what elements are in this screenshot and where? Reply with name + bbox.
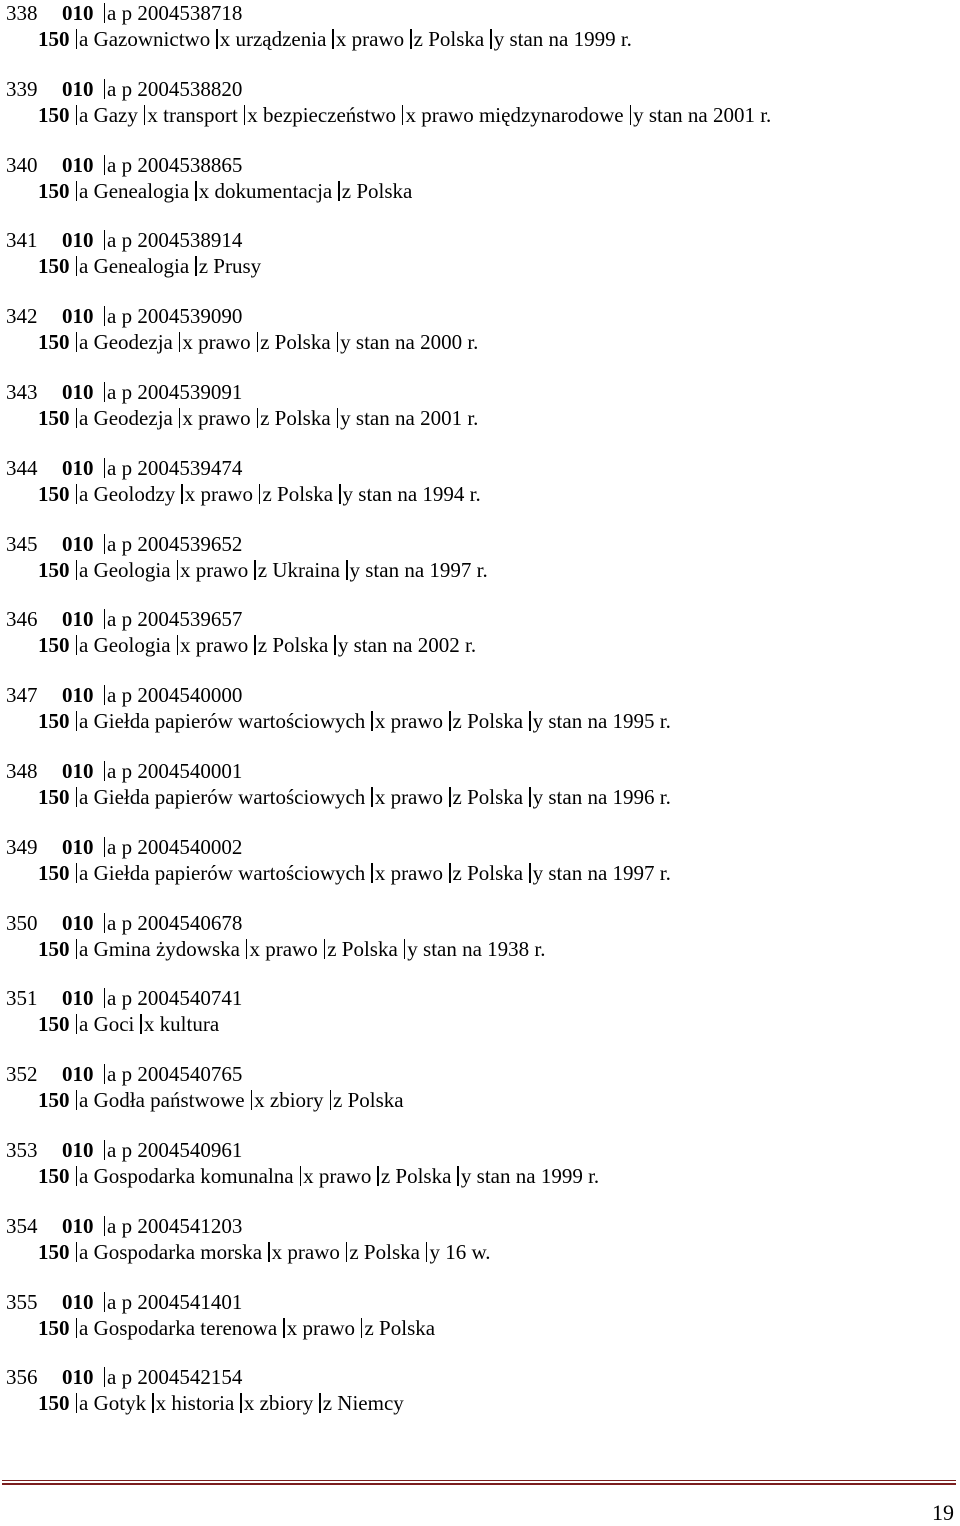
- subfield: a Goci: [74, 1012, 135, 1036]
- record-id-line: [6, 1364, 946, 1390]
- subfield: x prawo: [294, 1164, 372, 1188]
- subfield: x prawo: [240, 937, 318, 961]
- subfield: x zbiory: [234, 1391, 313, 1415]
- field-tag-150: 150: [38, 481, 70, 506]
- subfield: a Giełda papierów wartościowych: [74, 861, 366, 885]
- record-subject-line: [6, 557, 946, 583]
- record-id-line: [6, 758, 946, 784]
- record-id-line: [6, 1289, 946, 1315]
- record-id-line: [6, 1061, 946, 1087]
- subfield: x prawo: [365, 785, 443, 809]
- record-entry: [6, 1289, 946, 1365]
- subfield: z Polska: [318, 937, 398, 961]
- subfield: a Geodezja: [74, 330, 173, 354]
- field-tag-150: 150: [38, 1088, 70, 1113]
- subfield: a Gazownictwo: [74, 27, 211, 51]
- record-subject-line: [6, 1011, 946, 1037]
- record-identifier: a p 2004540002: [98, 835, 243, 859]
- record-identifier: a p 2004540741: [98, 986, 243, 1010]
- subfield: z Ukraina: [248, 558, 340, 582]
- subfield: y stan na 2000 r.: [331, 330, 479, 354]
- field-tag-010: 010: [62, 228, 94, 253]
- record-subject-line: [6, 102, 946, 128]
- subfield: z Polska: [443, 785, 523, 809]
- record-number: 349: [6, 834, 38, 859]
- record-number: 346: [6, 607, 38, 632]
- record-identifier: a p 2004540000: [98, 683, 243, 707]
- record-id-line: [6, 152, 946, 178]
- subfield: z Polska: [404, 27, 484, 51]
- subfield: a Giełda papierów wartościowych: [74, 709, 366, 733]
- subfield: z Polska: [443, 709, 523, 733]
- subfield: x prawo: [171, 558, 249, 582]
- subfield: y stan na 1997 r.: [340, 558, 488, 582]
- record-identifier: a p 2004540678: [98, 911, 243, 935]
- record-number: 339: [6, 76, 38, 101]
- subfield: x kultura: [134, 1012, 219, 1036]
- subfield: a Genealogia: [74, 254, 190, 278]
- record-entry: [6, 834, 946, 910]
- subfield: x prawo: [173, 406, 251, 430]
- field-tag-010: 010: [62, 1365, 94, 1390]
- field-tag-010: 010: [62, 152, 94, 177]
- record-number: 345: [6, 531, 38, 556]
- field-tag-010: 010: [62, 76, 94, 101]
- field-tag-150: 150: [38, 709, 70, 734]
- record-number: 343: [6, 379, 38, 404]
- page-number: 19: [932, 1500, 954, 1525]
- subfield: x prawo: [171, 633, 249, 657]
- record-number: 355: [6, 1289, 38, 1314]
- record-entry: [6, 985, 946, 1061]
- subfield: a Geolodzy: [74, 482, 176, 506]
- record-id-line: [6, 379, 946, 405]
- field-tag-150: 150: [38, 557, 70, 582]
- field-tag-150: 150: [38, 860, 70, 885]
- record-identifier: a p 2004539090: [98, 304, 243, 328]
- subfield: z Polska: [248, 633, 328, 657]
- record-number: 344: [6, 455, 38, 480]
- record-identifier: a p 2004538820: [98, 77, 243, 101]
- record-subject-line: [6, 405, 946, 431]
- subfield: a Gazy: [74, 103, 138, 127]
- record-number: 353: [6, 1137, 38, 1162]
- subfield: x prawo: [262, 1240, 340, 1264]
- field-tag-010: 010: [62, 1062, 94, 1087]
- record-subject-line: [6, 178, 946, 204]
- subfield: y stan na 1994 r.: [333, 482, 481, 506]
- record-id-line: [6, 910, 946, 936]
- subfield: x prawo: [173, 330, 251, 354]
- subfield: x prawo: [365, 861, 443, 885]
- record-list: [6, 0, 946, 1440]
- subfield: z Prusy: [189, 254, 261, 278]
- record-identifier: a p 2004538718: [98, 1, 243, 25]
- subfield: z Polska: [251, 406, 331, 430]
- record-identifier: a p 2004540961: [98, 1138, 243, 1162]
- record-id-line: [6, 76, 946, 102]
- record-number: 348: [6, 758, 38, 783]
- record-identifier: a p 2004541401: [98, 1290, 243, 1314]
- subfield: y stan na 1999 r.: [484, 27, 632, 51]
- field-tag-010: 010: [62, 834, 94, 859]
- subfield: y stan na 1999 r.: [451, 1164, 599, 1188]
- subfield: x prawo: [365, 709, 443, 733]
- subfield: z Polska: [251, 330, 331, 354]
- field-tag-010: 010: [62, 986, 94, 1011]
- subfield: z Niemcy: [313, 1391, 404, 1415]
- record-id-line: [6, 455, 946, 481]
- record-subject-line: [6, 329, 946, 355]
- record-entry: [6, 1364, 946, 1440]
- record-subject-line: [6, 26, 946, 52]
- subfield: a Gotyk: [74, 1391, 147, 1415]
- subfield: y stan na 1997 r.: [523, 861, 671, 885]
- subfield: x transport: [138, 103, 238, 127]
- record-number: 347: [6, 683, 38, 708]
- field-tag-010: 010: [62, 607, 94, 632]
- subfield: y stan na 1995 r.: [523, 709, 671, 733]
- record-subject-line: [6, 860, 946, 886]
- record-identifier: a p 2004542154: [98, 1365, 243, 1389]
- record-entry: [6, 531, 946, 607]
- subfield: a Gmina żydowska: [74, 937, 240, 961]
- subfield: x urządzenia: [210, 27, 326, 51]
- subfield: a Geologia: [74, 633, 171, 657]
- field-tag-010: 010: [62, 1289, 94, 1314]
- field-tag-150: 150: [38, 784, 70, 809]
- record-identifier: a p 2004538914: [98, 228, 243, 252]
- subfield: x dokumentacja: [189, 179, 332, 203]
- record-id-line: [6, 682, 946, 708]
- record-identifier: a p 2004538865: [98, 153, 243, 177]
- subfield: y stan na 2001 r.: [331, 406, 479, 430]
- subfield: z Polska: [253, 482, 333, 506]
- subfield: a Gospodarka terenowa: [74, 1316, 278, 1340]
- record-id-line: [6, 0, 946, 26]
- subfield: y stan na 1938 r.: [398, 937, 546, 961]
- record-id-line: [6, 1137, 946, 1163]
- record-id-line: [6, 531, 946, 557]
- record-identifier: a p 2004539657: [98, 607, 243, 631]
- field-tag-010: 010: [62, 683, 94, 708]
- record-entry: [6, 910, 946, 986]
- record-id-line: [6, 985, 946, 1011]
- record-entry: [6, 0, 946, 76]
- field-tag-150: 150: [38, 405, 70, 430]
- field-tag-150: 150: [38, 1391, 70, 1416]
- record-entry: [6, 1061, 946, 1137]
- subfield: a Godła państwowe: [74, 1088, 245, 1112]
- record-number: 338: [6, 1, 38, 25]
- record-number: 350: [6, 910, 38, 935]
- subfield: z Polska: [443, 861, 523, 885]
- record-id-line: [6, 606, 946, 632]
- record-entry: [6, 152, 946, 228]
- field-tag-010: 010: [62, 379, 94, 404]
- record-subject-line: [6, 1087, 946, 1113]
- record-subject-line: [6, 708, 946, 734]
- record-number: 352: [6, 1062, 38, 1087]
- record-identifier: a p 2004540001: [98, 759, 243, 783]
- subfield: z Polska: [371, 1164, 451, 1188]
- subfield: y stan na 2001 r.: [624, 103, 772, 127]
- record-subject-line: [6, 1315, 946, 1341]
- field-tag-010: 010: [62, 304, 94, 329]
- record-entry: [6, 1137, 946, 1213]
- subfield: a Geodezja: [74, 406, 173, 430]
- record-number: 340: [6, 152, 38, 177]
- subfield: y stan na 2002 r.: [328, 633, 476, 657]
- field-tag-010: 010: [62, 531, 94, 556]
- record-identifier: a p 2004541203: [98, 1214, 243, 1238]
- record-subject-line: [6, 1239, 946, 1265]
- record-identifier: a p 2004540765: [98, 1062, 243, 1086]
- record-identifier: a p 2004539091: [98, 380, 243, 404]
- field-tag-150: 150: [38, 1239, 70, 1264]
- record-entry: [6, 76, 946, 152]
- record-subject-line: [6, 632, 946, 658]
- record-id-line: [6, 1213, 946, 1239]
- record-id-line: [6, 227, 946, 253]
- record-entry: [6, 303, 946, 379]
- record-subject-line: [6, 784, 946, 810]
- subfield: y stan na 1996 r.: [523, 785, 671, 809]
- subfield: x prawo: [175, 482, 253, 506]
- field-tag-150: 150: [38, 330, 70, 355]
- record-identifier: a p 2004539652: [98, 532, 243, 556]
- subfield: z Polska: [324, 1088, 404, 1112]
- record-number: 342: [6, 304, 38, 329]
- record-subject-line: [6, 481, 946, 507]
- field-tag-150: 150: [38, 633, 70, 658]
- record-entry: [6, 682, 946, 758]
- subfield: x prawo: [326, 27, 404, 51]
- field-tag-150: 150: [38, 1315, 70, 1340]
- subfield: z Polska: [355, 1316, 435, 1340]
- field-tag-150: 150: [38, 254, 70, 279]
- field-tag-150: 150: [38, 102, 70, 127]
- record-number: 351: [6, 986, 38, 1011]
- subfield: y 16 w.: [420, 1240, 491, 1264]
- subfield: x prawo: [277, 1316, 355, 1340]
- record-entry: [6, 1213, 946, 1289]
- field-tag-010: 010: [62, 758, 94, 783]
- record-number: 354: [6, 1213, 38, 1238]
- field-tag-010: 010: [62, 455, 94, 480]
- record-entry: [6, 455, 946, 531]
- subfield: z Polska: [332, 179, 412, 203]
- field-tag-150: 150: [38, 1163, 70, 1188]
- record-entry: [6, 379, 946, 455]
- field-tag-150: 150: [38, 27, 70, 51]
- record-number: 341: [6, 228, 38, 253]
- field-tag-150: 150: [38, 936, 70, 961]
- record-identifier: a p 2004539474: [98, 456, 243, 480]
- subfield: a Giełda papierów wartościowych: [74, 785, 366, 809]
- subfield: a Geologia: [74, 558, 171, 582]
- record-subject-line: [6, 253, 946, 279]
- footer-rule: [2, 1480, 956, 1485]
- record-number: 356: [6, 1365, 38, 1390]
- subfield: a Gospodarka morska: [74, 1240, 263, 1264]
- field-tag-010: 010: [62, 1137, 94, 1162]
- subfield: x zbiory: [245, 1088, 324, 1112]
- subfield: x bezpieczeństwo: [238, 103, 396, 127]
- subfield: x prawo międzynarodowe: [396, 103, 624, 127]
- field-tag-150: 150: [38, 1012, 70, 1037]
- record-entry: [6, 758, 946, 834]
- subfield: x historia: [146, 1391, 234, 1415]
- record-entry: [6, 227, 946, 303]
- record-entry: [6, 606, 946, 682]
- field-tag-010: 010: [62, 1, 94, 25]
- record-id-line: [6, 834, 946, 860]
- subfield: a Gospodarka komunalna: [74, 1164, 294, 1188]
- subfield: a Genealogia: [74, 179, 190, 203]
- field-tag-150: 150: [38, 178, 70, 203]
- record-subject-line: [6, 1390, 946, 1416]
- record-subject-line: [6, 936, 946, 962]
- record-id-line: [6, 303, 946, 329]
- field-tag-010: 010: [62, 1213, 94, 1238]
- record-subject-line: [6, 1163, 946, 1189]
- subfield: z Polska: [340, 1240, 420, 1264]
- field-tag-010: 010: [62, 910, 94, 935]
